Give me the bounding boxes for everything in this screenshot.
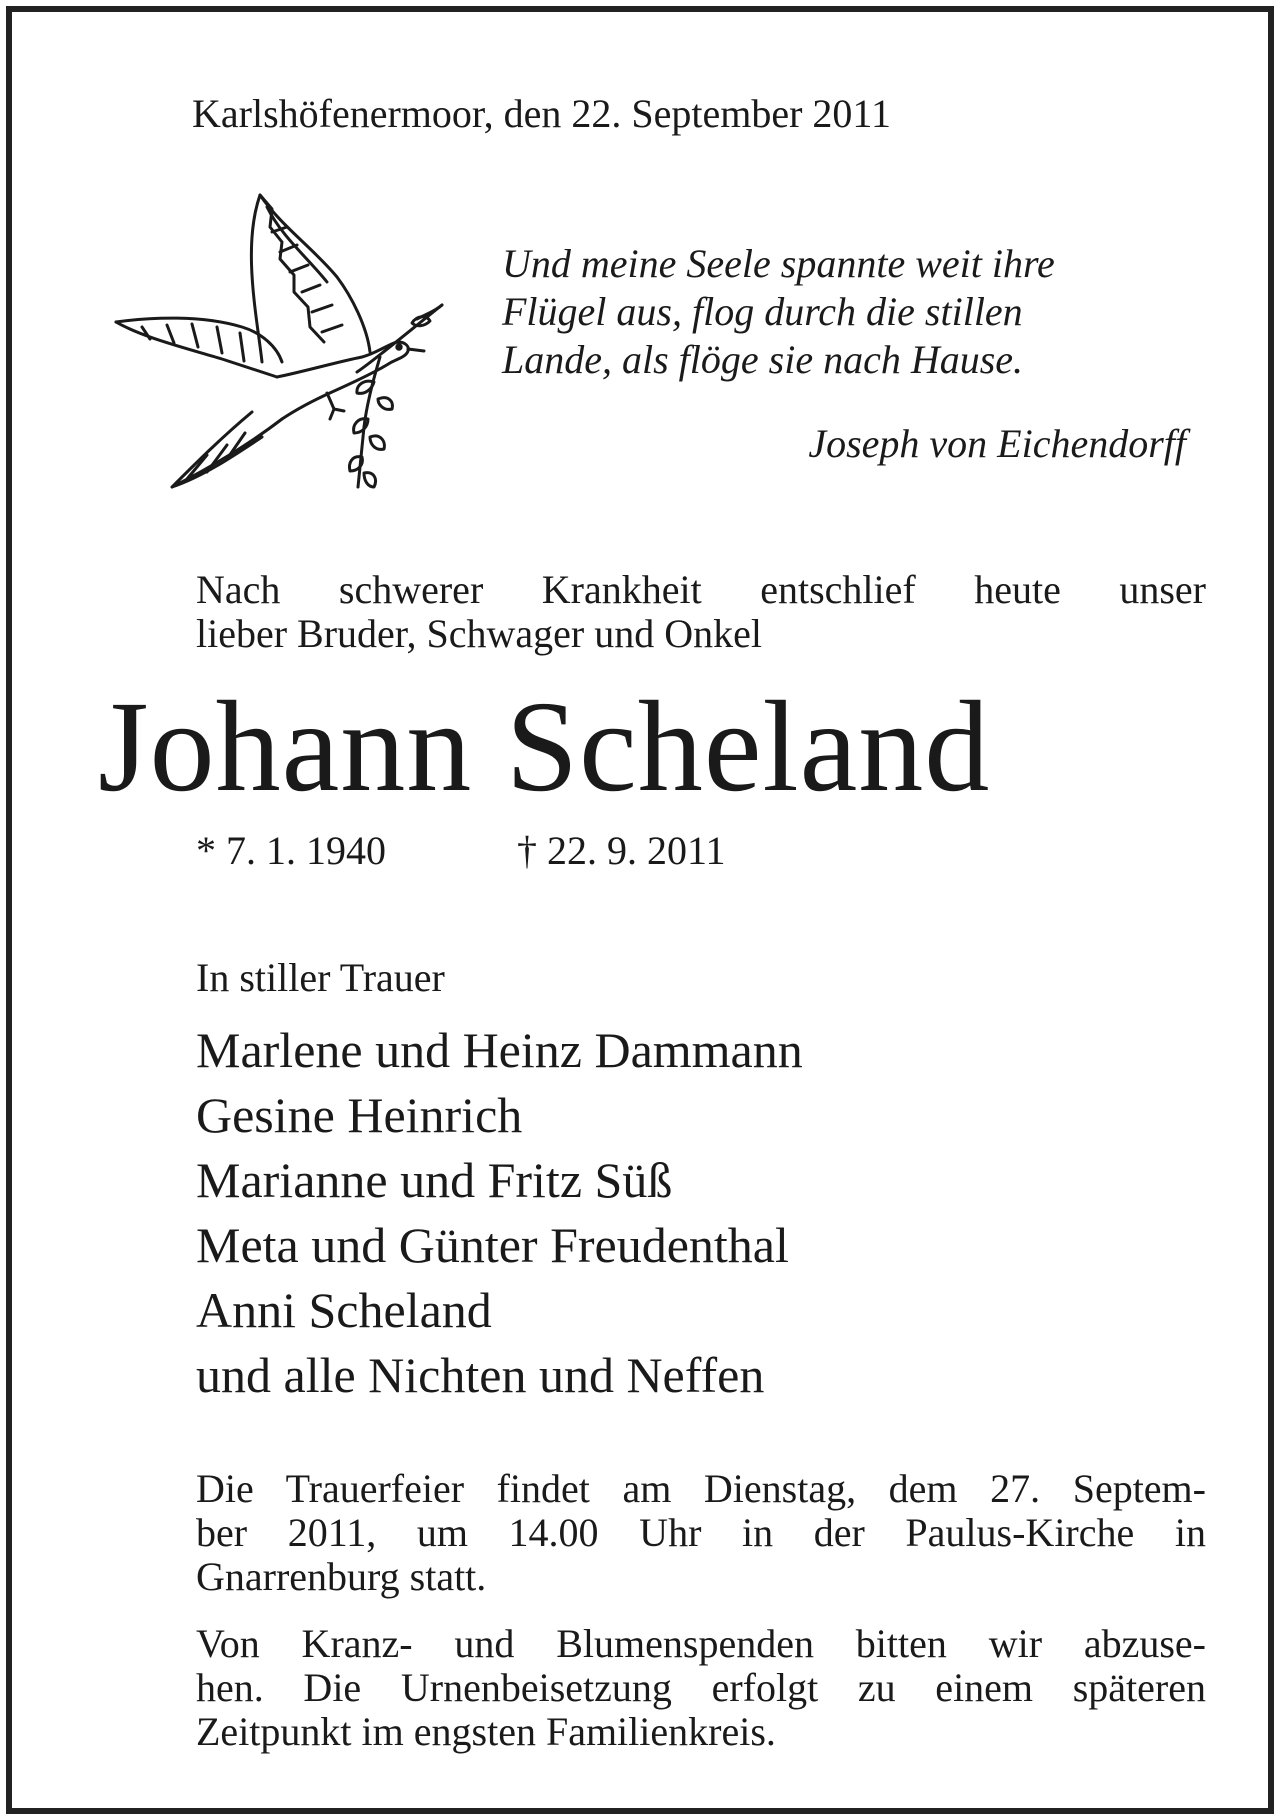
donation-line: Von Kranz- und Blumenspenden bitten wir abzuse-	[196, 1621, 1206, 1666]
intro-line: Nach schwerer Krankheit entschlief heute unser	[196, 567, 1206, 612]
donation-line: Zeitpunkt im engsten Familienkreis.	[196, 1709, 776, 1754]
mourner-name: und alle Nichten und Neffen	[196, 1347, 765, 1403]
dove-with-olive-branch-icon	[112, 187, 452, 497]
birth-date: * 7. 1. 1940	[196, 828, 386, 873]
mourner-name: Meta und Günter Freudenthal	[196, 1217, 789, 1273]
obituary-notice	[6, 6, 1274, 1814]
intro-text	[196, 568, 1206, 656]
funeral-line: ber 2011, um 14.00 Uhr in der Paulus-Kirche in	[196, 1510, 1206, 1555]
mourner-name: Anni Scheland	[196, 1282, 492, 1338]
mourning-intro: In stiller Trauer	[196, 955, 445, 1000]
funeral-info	[196, 1467, 1206, 1599]
mourner-name: Gesine Heinrich	[196, 1087, 523, 1143]
mourner-name: Marlene und Heinz Dammann	[196, 1022, 803, 1078]
deceased-name: Johann Scheland	[98, 675, 991, 819]
place-date: Karlshöfenermoor, den 22. September 2011	[192, 91, 891, 136]
quote-line: Und meine Seele spannte weit ihre	[502, 241, 1055, 286]
quote	[502, 240, 1222, 384]
funeral-line: Gnarrenburg statt.	[196, 1554, 487, 1599]
intro-line: lieber Bruder, Schwager und Onkel	[196, 611, 762, 656]
quote-line: Lande, als flöge sie nach Hause.	[502, 337, 1024, 382]
mourner-name: Marianne und Fritz Süß	[196, 1152, 673, 1208]
death-date: † 22. 9. 2011	[517, 828, 726, 873]
quote-author: Joseph von Eichendorff	[808, 421, 1186, 466]
funeral-line: Die Trauerfeier findet am Dienstag, dem 27. Septem-	[196, 1466, 1206, 1511]
mourners-list	[196, 1018, 803, 1408]
quote-line: Flügel aus, flog durch die stillen	[502, 289, 1023, 334]
donation-info	[196, 1622, 1206, 1754]
donation-line: hen. Die Urnenbeisetzung erfolgt zu einem späteren	[196, 1665, 1206, 1710]
